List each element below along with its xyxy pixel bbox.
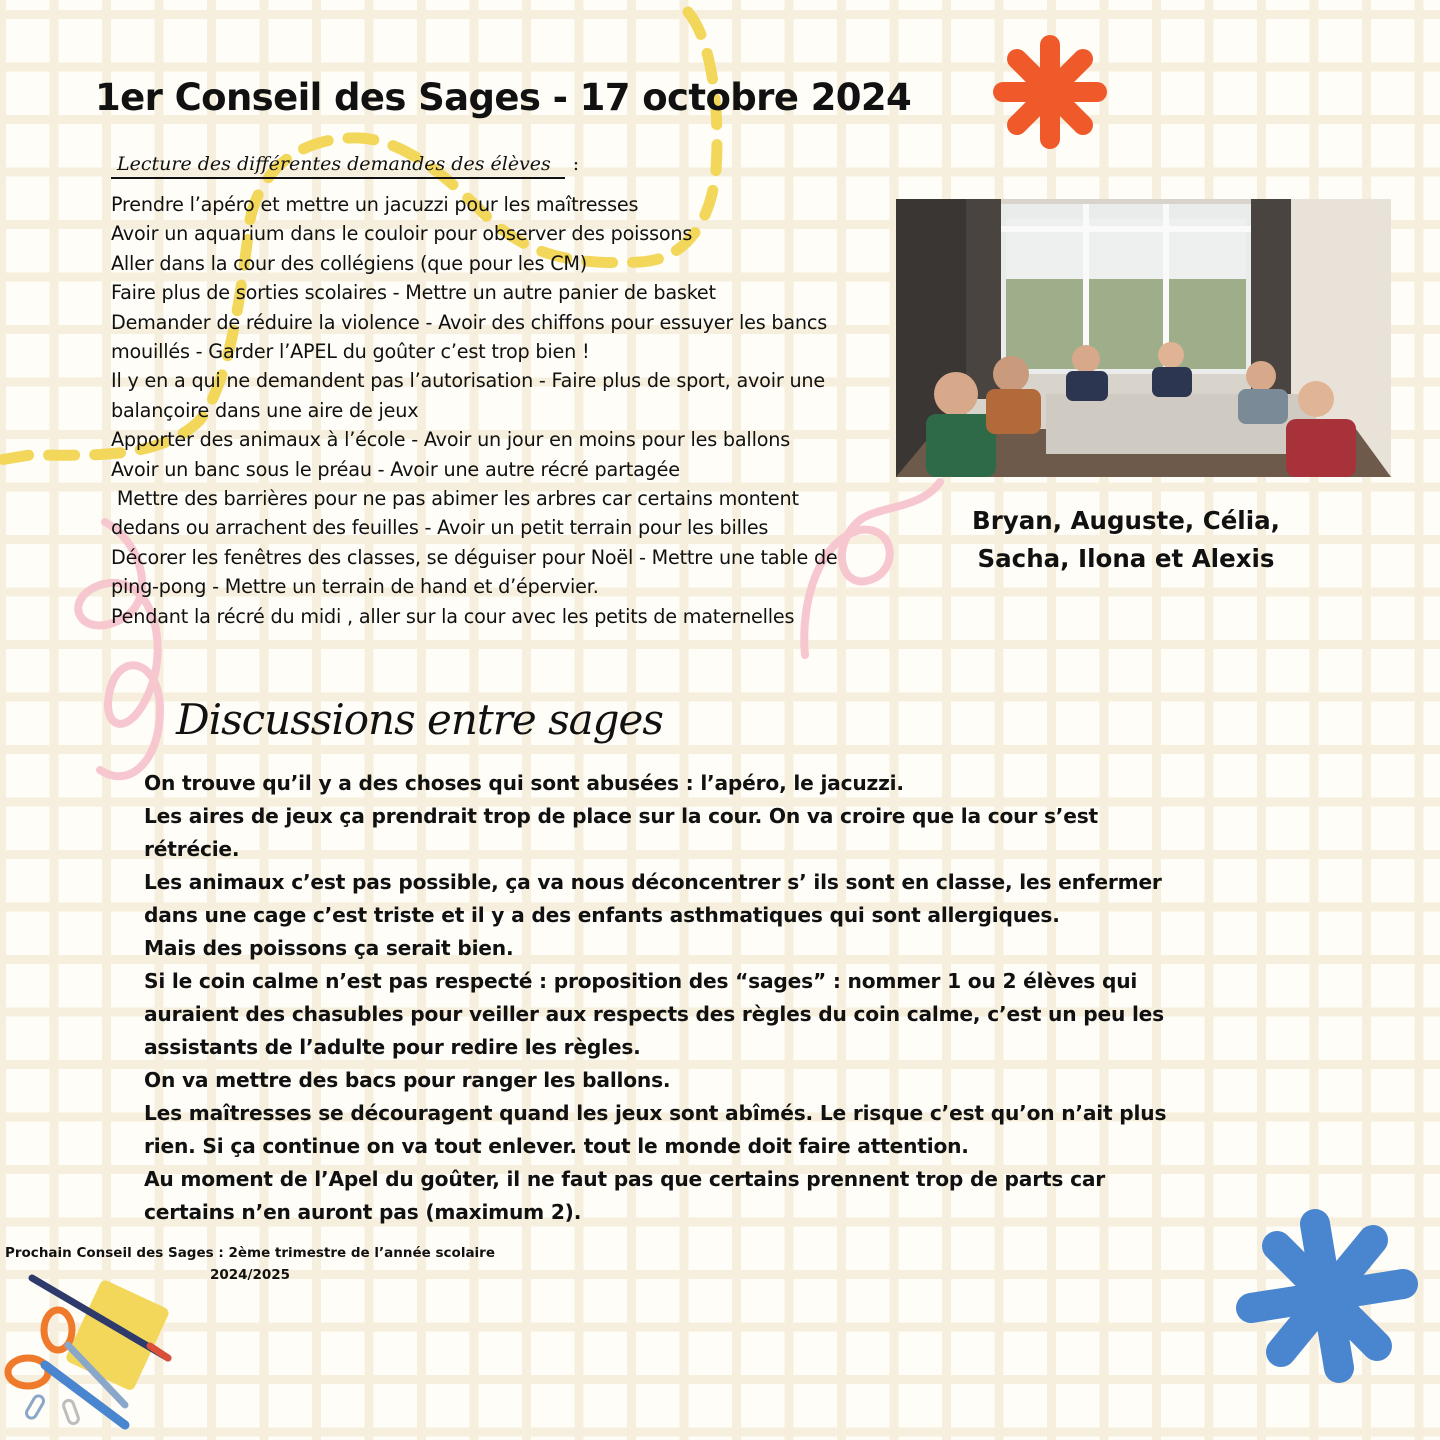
discussion-line: Au moment de l’Apel du goûter, il ne faut pas que certains prennent trop de parts car: [144, 1167, 1106, 1191]
request-line: mouillés - Garder l’APEL du goûter c’est trop bien !: [111, 340, 590, 364]
group-photo: [896, 199, 1391, 477]
request-line: Décorer les fenêtres des classes, se déguiser pour Noël - Mettre une table de: [111, 545, 838, 569]
request-line: Prendre l’apéro et mettre un jacuzzi pour les maîtresses: [111, 193, 639, 216]
discussion-line: auraient des chasubles pour veiller aux respects des règles du coin calme, c’est un peu les: [144, 1002, 1164, 1026]
discussion-line: Mais des poissons ça serait bien.: [144, 936, 514, 960]
request-line: Pendant la récré du midi , aller sur la cour avec les petits de maternelles: [111, 604, 795, 628]
school-supplies-illustration: [8, 1278, 170, 1425]
discussion-line: rien. Si ça continue on va tout enlever. tout le monde doit faire attention.: [144, 1134, 969, 1158]
request-line: balançoire dans une aire de jeux: [111, 398, 419, 422]
request-line: Avoir un banc sous le préau - Avoir une autre récré partagée: [111, 457, 680, 481]
next-meeting-note: [0, 1242, 500, 1286]
orange-star-decoration: [1003, 45, 1097, 139]
discussion-line: Si le coin calme n’est pas respecté : proposition des “sages” : nommer 1 ou 2 élèves qui: [144, 969, 1138, 993]
discussion-heading: Discussions entre sages: [176, 695, 663, 744]
page-title: 1er Conseil des Sages - 17 octobre 2024: [95, 76, 912, 119]
request-line: Apporter des animaux à l’école - Avoir un jour en moins pour les ballons: [111, 428, 790, 452]
discussion-line: certains n’en auront pas (maximum 2).: [144, 1200, 582, 1224]
discussion-line: rétrécie.: [144, 837, 240, 861]
discussion-line: On va mettre des bacs pour ranger les ballons.: [144, 1068, 671, 1092]
footer-line: 2024/2025: [209, 1267, 291, 1283]
discussion-list: [144, 767, 1234, 1229]
discussion-line: On trouve qu’il y a des choses qui sont abusées : l’apéro, le jacuzzi.: [144, 771, 904, 795]
photo-caption: [896, 502, 1356, 578]
request-line: Faire plus de sorties scolaires - Mettre un autre panier de basket: [111, 281, 716, 305]
request-line: dedans ou arrachent des feuilles - Avoir un petit terrain pour les billes: [111, 516, 769, 540]
requests-heading-colon: :: [572, 153, 580, 175]
requests-list: [111, 190, 891, 631]
discussion-line: assistants de l’adulte pour redire les règles.: [144, 1035, 641, 1059]
discussion-line: Les aires de jeux ça prendrait trop de place sur la cour. On va croire que la cour s’est: [144, 804, 1098, 828]
request-line: ping-pong - Mettre un terrain de hand et d’épervier.: [111, 575, 599, 599]
request-line: Il y en a qui ne demandent pas l’autorisation - Faire plus de sport, avoir une: [111, 369, 825, 393]
discussion-line: dans une cage c’est triste et il y a des enfants asthmatiques qui sont allergiques.: [144, 903, 1060, 927]
blue-star-decoration: [1251, 1224, 1403, 1368]
requests-heading-text: Lecture des différentes demandes des élèves: [111, 153, 565, 179]
request-line: Mettre des barrières pour ne pas abimer les arbres car certains montent: [111, 487, 799, 511]
footer-line: Prochain Conseil des Sages : 2ème trimestre de l’année scolaire: [4, 1245, 495, 1261]
discussion-line: Les maîtresses se découragent quand les jeux sont abîmés. Le risque c’est qu’on n’ait plus: [144, 1101, 1167, 1125]
requests-heading: [111, 150, 579, 178]
request-line: Avoir un aquarium dans le couloir pour observer des poissons: [111, 222, 693, 246]
request-line: Aller dans la cour des collégiens (que pour les CM): [111, 251, 588, 275]
discussion-line: Les animaux c’est pas possible, ça va nous déconcentrer s’ ils sont en classe, les enfermer: [144, 870, 1162, 894]
caption-line: Sacha, Ilona et Alexis: [977, 544, 1275, 573]
caption-line: Bryan, Auguste, Célia,: [972, 506, 1280, 535]
request-line: Demander de réduire la violence - Avoir des chiffons pour essuyer les bancs: [111, 310, 828, 334]
